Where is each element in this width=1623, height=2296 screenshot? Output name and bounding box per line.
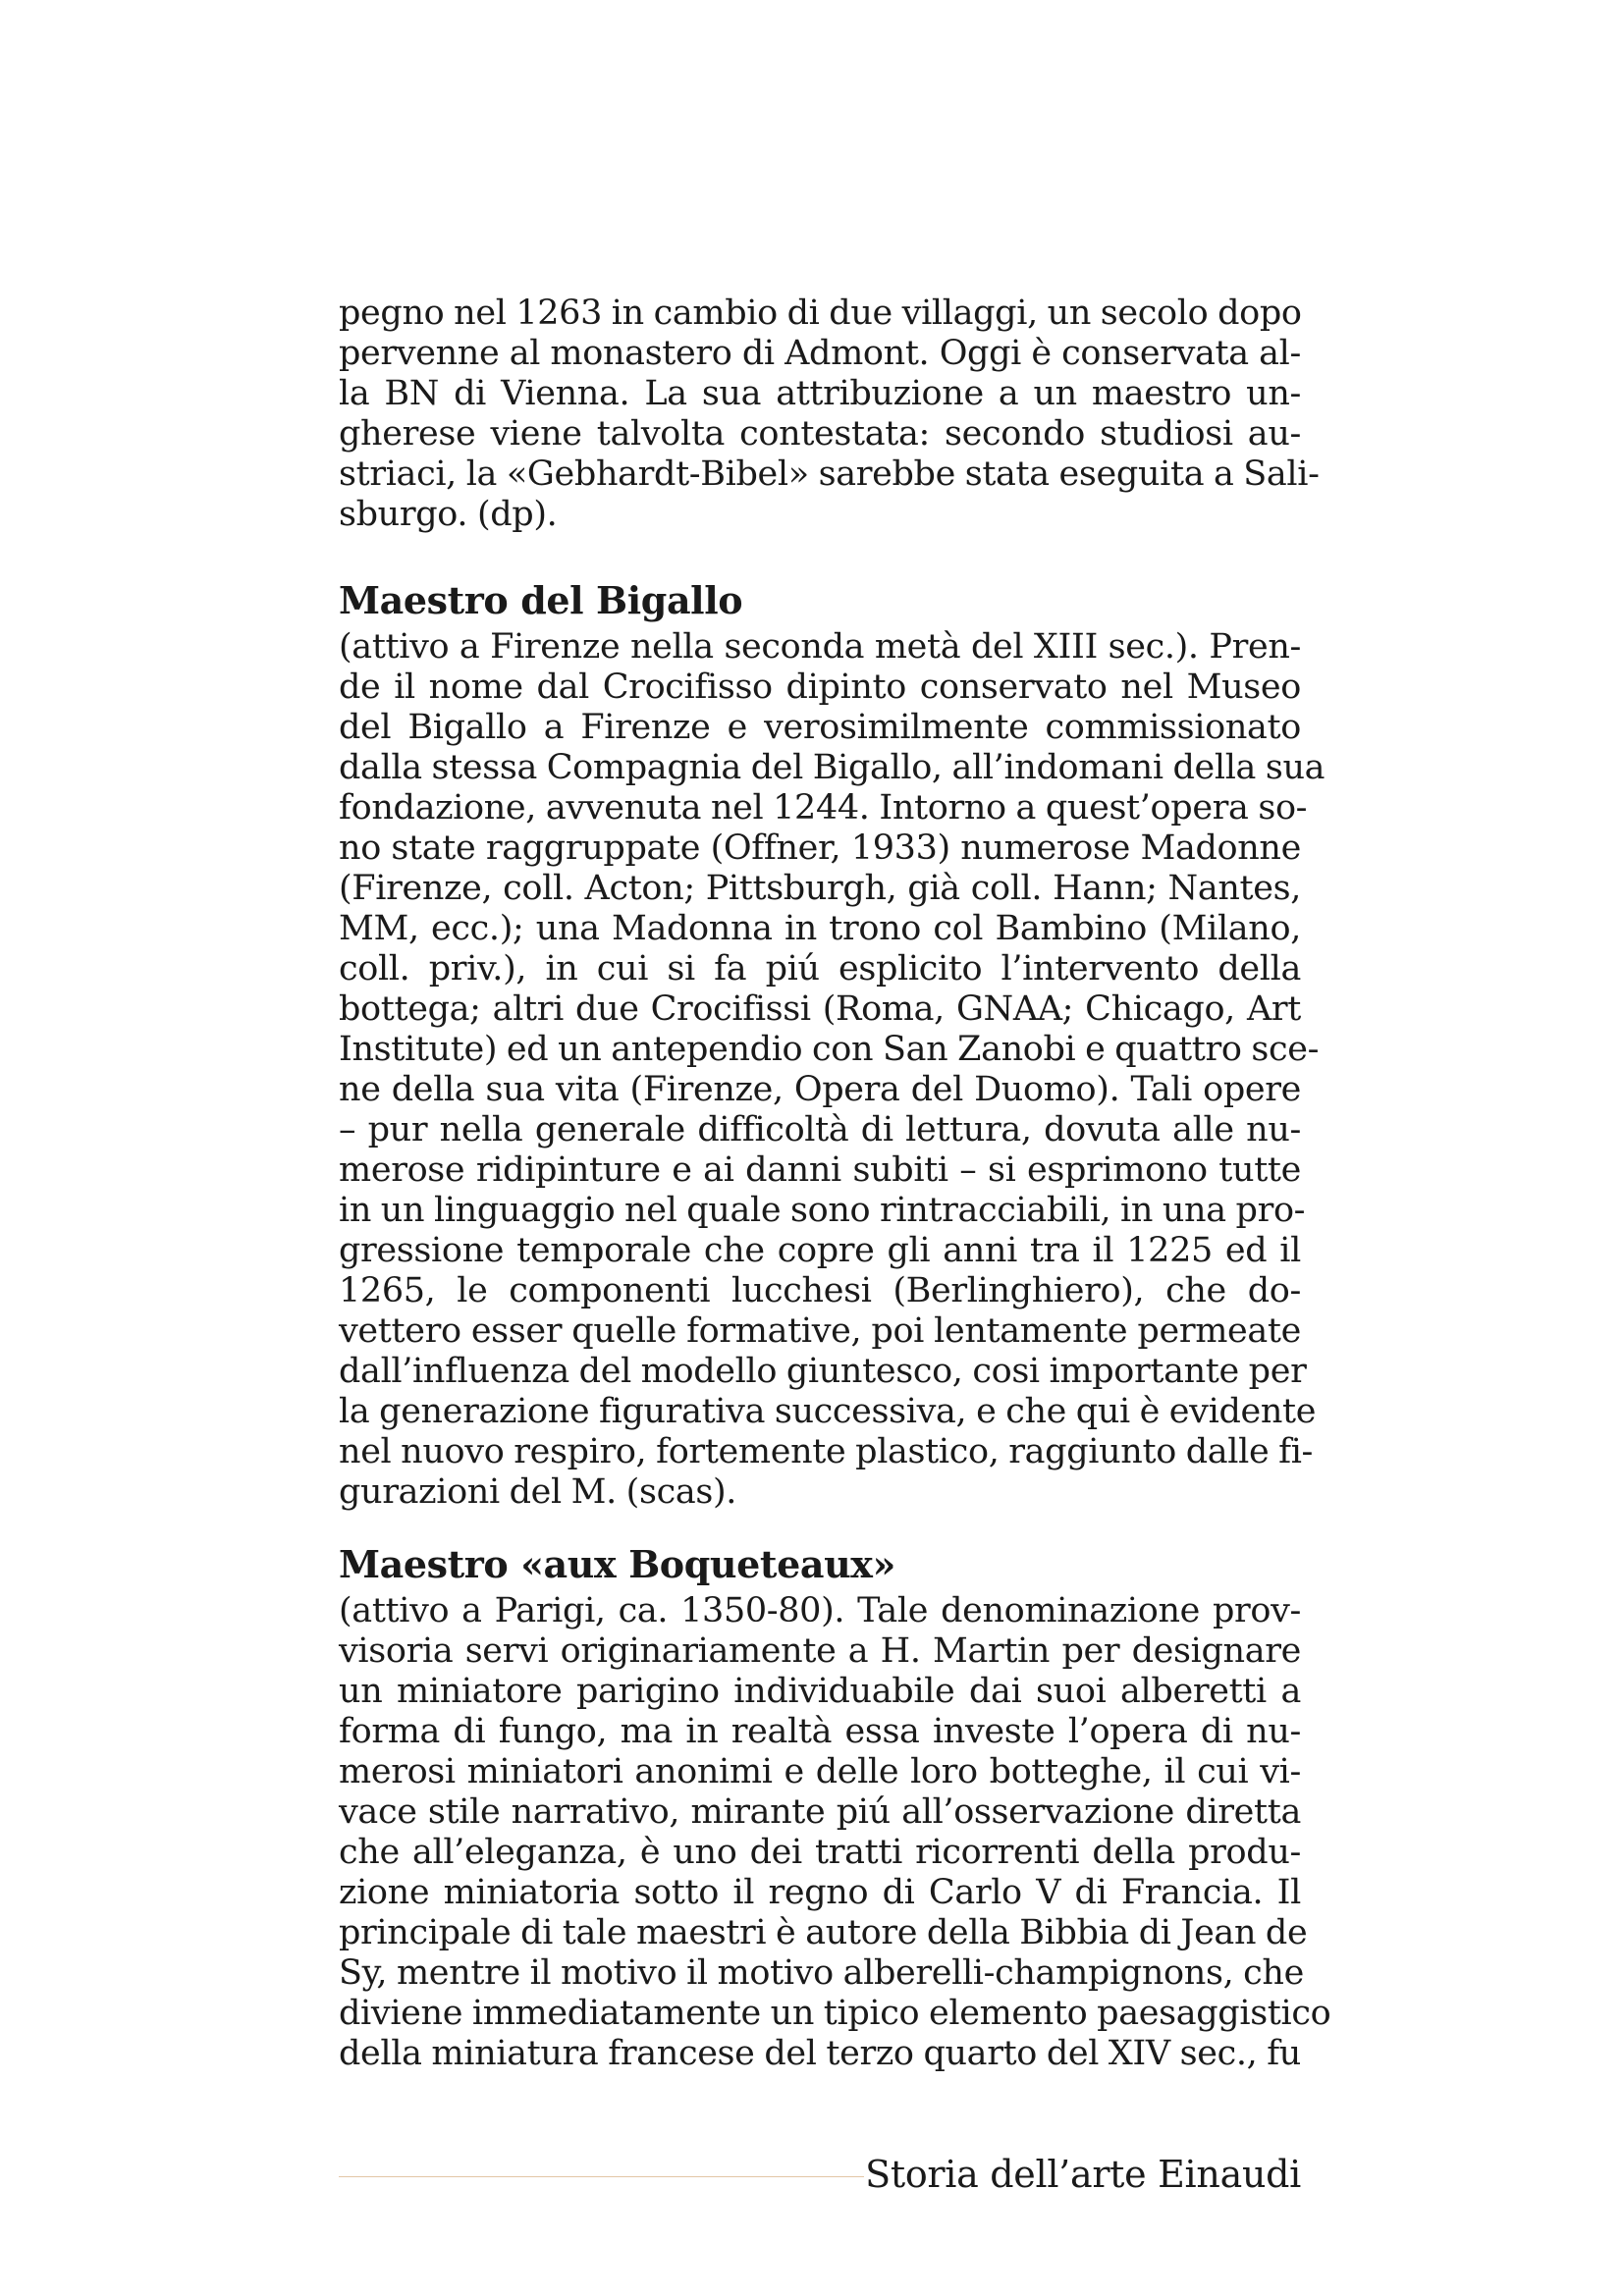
text-line: la BN di Vienna. La sua attribuzione a un maestro un- [339,374,1301,413]
text-line: che all’eleganza, è uno dei tratti ricorrenti della produ- [339,1833,1301,1872]
text-line: un miniatore parigino individuabile dai suoi alberetti a [339,1672,1301,1711]
text-line: gurazioni del M. (scas). [339,1472,737,1512]
text-line: zione miniatoria sotto il regno di Carlo V di Francia. Il [339,1873,1301,1912]
text-line: merose ridipinture e ai danni subiti – si esprimono tutte [339,1150,1301,1190]
text-line: sburgo. (dp). [339,495,558,534]
text-line: (attivo a Parigi, ca. 1350-80). Tale denominazione prov- [339,1591,1301,1630]
text-line: de il nome dal Crocifisso dipinto conservato nel Museo [339,667,1301,707]
text-line: 1265, le componenti lucchesi (Berlinghiero), che do- [339,1271,1301,1310]
text-line: (attivo a Firenze nella seconda metà del XIII sec.). Pren- [339,627,1301,667]
text-line: pegno nel 1263 in cambio di due villaggi, un secolo dopo [339,294,1302,333]
text-line: (Firenze, coll. Acton; Pittsburgh, già coll. Hann; Nantes, [339,869,1301,908]
text-line: dalla stessa Compagnia del Bigallo, all’indomani della sua [339,748,1325,787]
text-line: in un linguaggio nel quale sono rintracciabili, in una pro- [339,1191,1306,1230]
footer-divider [339,2176,864,2177]
text-line: diviene immediatamente un tipico elemento paesaggistico [339,1994,1331,2033]
text-line: no state raggruppate (Offner, 1933) numerose Madonne [339,828,1301,868]
text-line: nel nuovo respiro, fortemente plastico, raggiunto dalle fi- [339,1432,1314,1471]
text-line: dall’influenza del modello giuntesco, cosi importante per [339,1352,1307,1391]
text-line: vace stile narrativo, mirante piú all’osservazione diretta [339,1792,1301,1832]
text-line: vettero esser quelle formative, poi lentamente permeate [339,1311,1301,1351]
text-line: gressione temporale che copre gli anni tra il 1225 ed il [339,1231,1301,1270]
text-line: merosi miniatori anonimi e delle loro botteghe, il cui vi- [339,1752,1301,1791]
entry-body-bigallo [339,627,1325,1513]
text-line: gherese viene talvolta contestata: secondo studiosi au- [339,414,1301,454]
text-line: visoria servi originariamente a H. Martin per designare [339,1631,1301,1671]
entry-heading-boqueteaux: Maestro «aux Boqueteaux» [339,1542,895,1586]
entry-heading-bigallo: Maestro del Bigallo [339,578,743,622]
text-line: pervenne al monastero di Admont. Oggi è conservata al- [339,334,1301,373]
entry-body-boqueteaux [339,1591,1331,2074]
text-line: la generazione figurativa successiva, e che qui è evidente [339,1392,1317,1431]
footer-title: Storia dell’arte Einaudi [865,2153,1301,2196]
text-line: MM, ecc.); una Madonna in trono col Bambino (Milano, [339,909,1301,948]
text-line: bottega; altri due Crocifissi (Roma, GNAA; Chicago, Art [339,989,1301,1029]
text-line: della miniatura francese del terzo quarto del XIV sec., fu [339,2034,1301,2073]
text-line: Sy, mentre il motivo il motivo alberelli-champignons, che [339,1953,1304,1993]
text-line: del Bigallo a Firenze e verosimilmente commissionato [339,708,1301,747]
text-line: – pur nella generale difficoltà di lettura, dovuta alle nu- [339,1110,1301,1149]
text-line: ne della sua vita (Firenze, Opera del Duomo). Tali opere [339,1070,1301,1109]
intro-paragraph [339,294,1320,535]
text-line: coll. priv.), in cui si fa piú esplicito l’intervento della [339,949,1301,988]
text-line: fondazione, avvenuta nel 1244. Intorno a quest’opera so- [339,788,1308,828]
text-line: striaci, la «Gebhardt-Bibel» sarebbe stata eseguita a Sali- [339,454,1320,494]
text-line: principale di tale maestri è autore della Bibbia di Jean de [339,1913,1308,1952]
text-line: forma di fungo, ma in realtà essa investe l’opera di nu- [339,1712,1301,1751]
text-line: Institute) ed un antependio con San Zanobi e quattro sce- [339,1030,1320,1069]
